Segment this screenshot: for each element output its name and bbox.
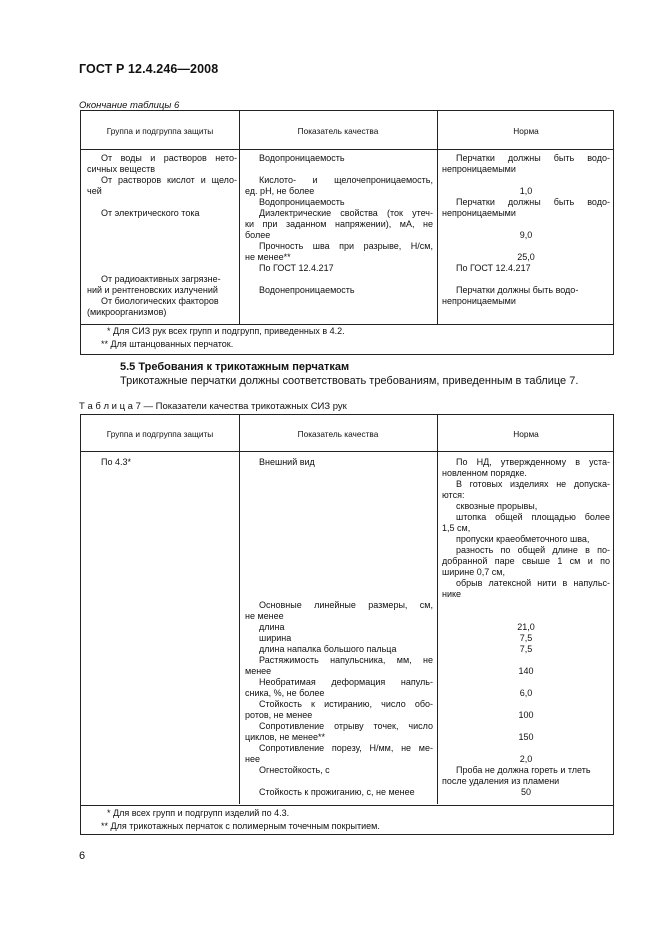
table-cell-line: ки при заданном напряжении), мА, не — [245, 219, 433, 229]
table-cell-line — [442, 721, 610, 732]
table-cell-line: Перчатки должны быть водо- — [456, 153, 610, 163]
table-cell-line — [245, 578, 433, 589]
table-cell-line: 140 — [518, 666, 534, 676]
table-cell-line: Стойкость к прожиганию, с, не менее — [259, 787, 415, 797]
table7-footnote-2: ** Для трикотажных перчаток с полимерным точечным покрытием. — [101, 821, 380, 831]
table-cell-line — [245, 479, 433, 490]
table-cell-line — [87, 263, 237, 274]
table-cell-line: Необратимая деформация напуль- — [259, 677, 433, 687]
document-header: ГОСТ Р 12.4.246—2008 — [79, 62, 219, 76]
table-cell-line: пропуски краеобметочного шва, — [456, 534, 590, 544]
table-cell-line — [245, 545, 433, 556]
table6-footnote-1: * Для СИЗ рук всех групп и подгрупп, приведенных в 4.2. — [107, 326, 345, 336]
table-cell-line — [245, 512, 433, 523]
table7-footnote-1: * Для всех групп и подгрупп изделий по 4.3. — [107, 808, 290, 818]
table-cell-line — [442, 743, 610, 754]
table-cell-line — [245, 523, 433, 534]
table-cell-line: Внешний вид — [259, 457, 315, 467]
table-cell-line: Растяжимость напульсника, мм, не — [259, 655, 433, 665]
table-cell-line: непроницаемыми — [442, 296, 516, 306]
table6-header-indicator: Показатель качества — [297, 126, 379, 136]
table-cell-line — [442, 677, 610, 688]
table-cell-line: после удаления из пламени — [442, 776, 560, 786]
table-cell-line — [87, 197, 237, 208]
table-cell-line: От электрического тока — [101, 208, 200, 218]
table-cell-line: В готовых изделиях не допуска- — [456, 479, 610, 489]
table-cell-line: Диэлектрические свойства (ток утеч- — [259, 208, 433, 218]
table-cell-line: 7,5 — [519, 644, 533, 654]
table-cell-line: ротов, не менее — [245, 710, 313, 720]
table-cell-line: 2,0 — [519, 754, 533, 764]
table-cell-line — [87, 241, 237, 252]
table-cell-line: непроницаемыми — [442, 164, 516, 174]
table-cell-line: обрыв латексной нити в напульс- — [456, 578, 610, 588]
table-cell-line — [442, 274, 610, 285]
table-cell-line: 1,0 — [519, 186, 533, 196]
table-cell-line: От воды и растворов нето- — [101, 153, 237, 163]
table-cell-line — [245, 567, 433, 578]
table7-col-norm — [442, 457, 610, 798]
table-cell-line: ширина — [259, 633, 292, 643]
table-cell-line — [245, 274, 433, 285]
table-cell-line: 1,5 см, — [442, 523, 471, 533]
section-title: 5.5 Требования к трикотажным перчаткам — [120, 361, 350, 373]
table-cell-line: По ГОСТ 12.4.217 — [259, 263, 334, 273]
table-cell-line — [245, 468, 433, 479]
table-cell-line — [87, 230, 237, 241]
table-cell-line: Сопротивление порезу, Н/мм, не ме- — [259, 743, 433, 753]
table-cell-line: По 4.3* — [101, 457, 131, 467]
table-cell-line — [245, 501, 433, 512]
table-cell-line: 25,0 — [517, 252, 535, 262]
table6-col-group — [87, 153, 237, 318]
table-cell-line: 150 — [518, 732, 534, 742]
table-cell-line: непроницаемыми — [442, 208, 516, 218]
table-cell-line — [245, 164, 433, 175]
table-cell-line — [442, 600, 610, 611]
table-cell-line — [245, 556, 433, 567]
table-cell-line: сичных веществ — [87, 164, 156, 174]
table-cell-line: От растворов кислот и щело- — [101, 175, 237, 185]
table-cell-line: Проба не должна гореть и тлеть — [456, 765, 591, 775]
table-cell-line: (микроорганизмов) — [87, 307, 167, 317]
table7 — [80, 414, 614, 835]
table7-col-group — [101, 457, 237, 468]
table-cell-line: Сопротивление отрыву точек, число — [259, 721, 433, 731]
page-number: 6 — [79, 850, 86, 862]
table7-header-indicator: Показатель качества — [297, 429, 379, 439]
table-cell-line: По ГОСТ 12.4.217 — [456, 263, 531, 273]
table6-header-group: Группа и подгруппа защиты — [106, 126, 214, 136]
table-cell-line: 6,0 — [519, 688, 533, 698]
table-cell-line: 7,5 — [519, 633, 533, 643]
table-cell-line: 100 — [518, 710, 534, 720]
table6-header-norm: Норма — [513, 126, 539, 136]
table-cell-line — [87, 219, 237, 230]
table6-col-indicator — [245, 153, 433, 318]
table-cell-line: не менее** — [245, 252, 291, 262]
table-cell-line: Стойкость к истиранию, число обо- — [259, 699, 433, 709]
table-cell-line: От биологических факторов — [101, 296, 219, 306]
table-cell-line: ний и рентгеновских излучений — [87, 285, 218, 295]
table-cell-line: Водонепроницаемость — [259, 285, 355, 295]
table-cell-line — [245, 776, 433, 787]
table-cell-line: добранной паре свыше 1 см и по — [442, 556, 610, 566]
table-cell-line: По НД, утвержденному в уста- — [456, 457, 610, 467]
table-cell-line — [245, 307, 433, 318]
table-cell-line: Прочность шва при разрыве, Н/см, — [259, 241, 433, 251]
table-cell-line: разность по общей длине в по- — [456, 545, 610, 555]
table-cell-line: сквозные прорывы, — [456, 501, 538, 511]
table-cell-line: менее — [245, 666, 272, 676]
table-cell-line: Огнестойкость, с — [259, 765, 330, 775]
table-cell-line: 21,0 — [517, 622, 535, 632]
table-cell-line: более — [245, 230, 271, 240]
table-cell-line: Перчатки должны быть водо- — [456, 197, 610, 207]
table-cell-line — [87, 252, 237, 263]
table6-caption: Окончание таблицы 6 — [79, 100, 180, 111]
table6 — [80, 110, 614, 355]
table7-header-norm: Норма — [513, 429, 539, 439]
table-cell-line: Основные линейные размеры, см, — [259, 600, 433, 610]
table-cell-line: циклов, не менее** — [245, 732, 326, 742]
table-cell-line — [245, 490, 433, 501]
table-cell-line: сника, %, не более — [245, 688, 325, 698]
section-text: Трикотажные перчатки должны соответствовать требованиям, приведенным в таблице 7. — [120, 375, 579, 387]
table-cell-line — [442, 699, 610, 710]
table-cell-line: Перчатки должны быть водо- — [456, 285, 579, 295]
table-cell-line: Водопроницаемость — [259, 153, 345, 163]
table-cell-line: ются: — [442, 490, 465, 500]
table-cell-line — [442, 241, 610, 252]
table-cell-line: длина напалка большого пальца — [259, 644, 397, 654]
table-cell-line — [442, 611, 610, 622]
table-cell-line — [245, 534, 433, 545]
table-cell-line: 50 — [520, 787, 531, 797]
table7-header-group: Группа и подгруппа защиты — [106, 429, 214, 439]
table-cell-line: 9,0 — [519, 230, 533, 240]
table-cell-line — [442, 175, 610, 186]
table-cell-line: нее — [245, 754, 260, 764]
table-cell-line: От радиоактивных загрязне- — [101, 274, 221, 284]
table7-col-indicator — [245, 457, 433, 798]
table-cell-line: не менее — [245, 611, 284, 621]
table-cell-line: нике — [442, 589, 462, 599]
table-cell-line — [442, 655, 610, 666]
table-cell-line — [245, 296, 433, 307]
table6-col-norm — [442, 153, 610, 307]
table-cell-line — [442, 219, 610, 230]
table-cell-line — [245, 589, 433, 600]
table-cell-line: чей — [87, 186, 102, 196]
table-cell-line: длина — [259, 622, 285, 632]
table6-footnote-2: ** Для штанцованных перчаток. — [101, 339, 234, 349]
table7-caption: Т а б л и ц а 7 — Показатели качества трикотажных СИЗ рук — [79, 401, 347, 412]
table-cell-line: ширине 0,7 см, — [442, 567, 505, 577]
table-cell-line: новленном порядке. — [442, 468, 527, 478]
table-cell-line: Водопроницаемость — [259, 197, 345, 207]
table-cell-line: ед. рН, не более — [245, 186, 315, 196]
table-cell-line: штопка общей площадью более — [456, 512, 610, 522]
table-cell-line: Кислото- и щелочепроницаемость, — [259, 175, 433, 185]
